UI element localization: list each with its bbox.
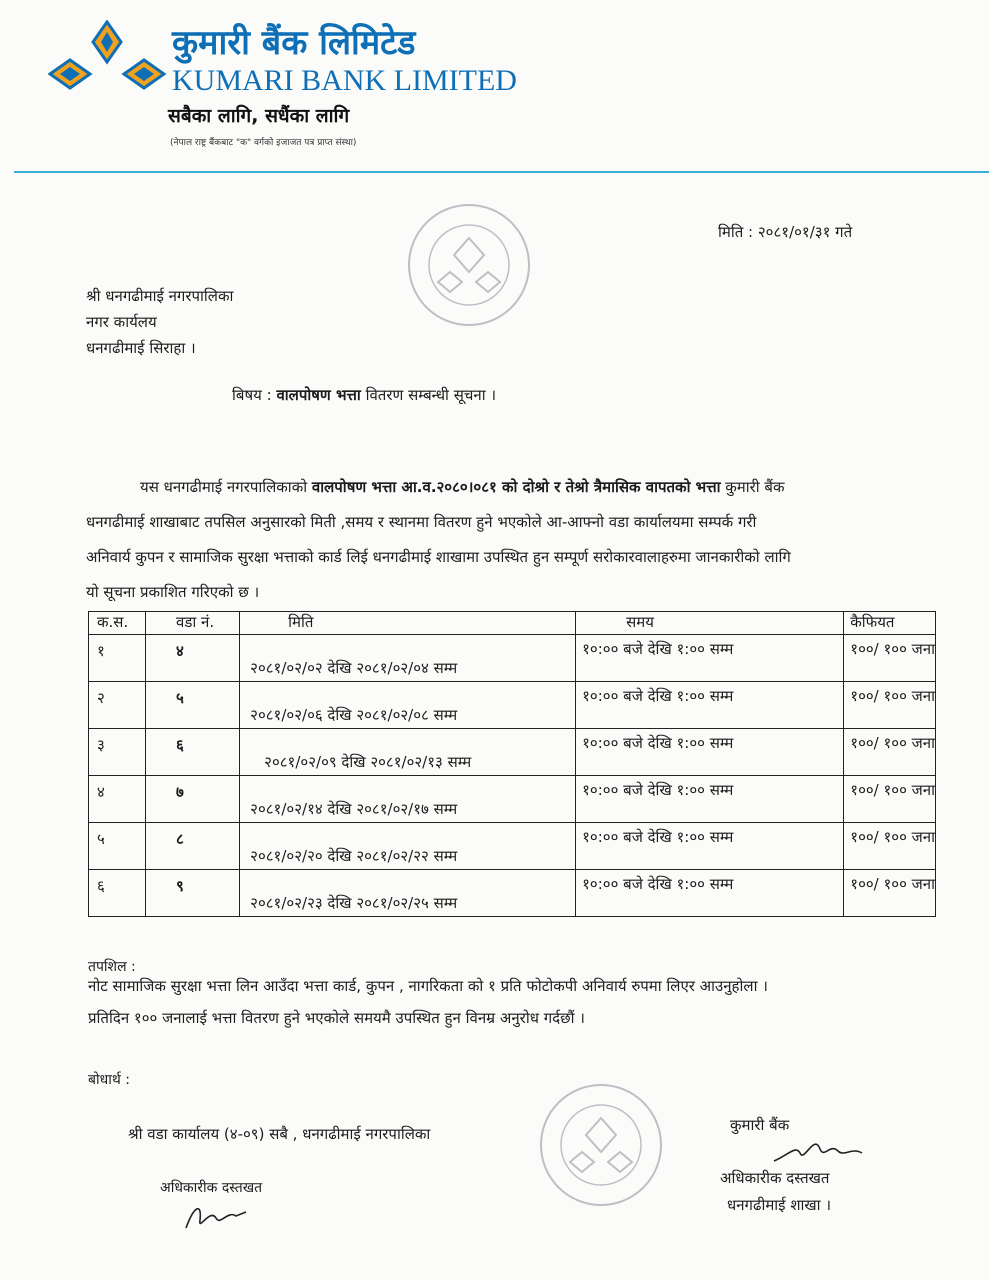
ward-value: ४ xyxy=(175,642,184,660)
right-signature-branch: धनगढीमाई शाखा । xyxy=(727,1196,832,1214)
cell-ward xyxy=(145,870,239,917)
cell-date xyxy=(240,776,576,823)
subject-rest: वितरण सम्बन्धी सूचना । xyxy=(365,386,497,404)
date-value: २०८१/०२/२० देखि २०८१/०२/२२ सम्म xyxy=(250,847,458,865)
note-line-1: नोट सामाजिक सुरक्षा भत्ता लिन आउँदा भत्ता कार्ड, कुपन , नागरिकता को १ प्रति फोटोकपी अनिवार्य रुपमा लिएर आउनुहोला । xyxy=(88,977,768,995)
distribution-schedule-table xyxy=(88,611,936,917)
cell-serial xyxy=(89,870,146,917)
cell-serial xyxy=(89,729,146,776)
cell-time xyxy=(576,635,844,682)
cell-time xyxy=(576,870,844,917)
kumari-bank-logo-icon xyxy=(48,20,166,102)
cell-remarks xyxy=(844,823,936,870)
body-line-1-bold: वालपोषण भत्ता आ.व.२०८०।०८१ को दोश्रो र तेश्रो त्रैमासिक वापतको भत्ता xyxy=(311,478,721,496)
right-signature-label: अधिकारीक दस्तखत xyxy=(720,1169,830,1187)
subject-bold: वालपोषण भत्ता xyxy=(276,386,361,404)
cc-label: बोधार्थ : xyxy=(88,1072,130,1088)
cell-serial xyxy=(89,682,146,729)
header-ward: वडा नं. xyxy=(145,612,239,635)
bank-tagline: सबैका लागि, सधैंका लागि xyxy=(168,105,350,127)
table-row xyxy=(89,823,936,870)
cell-ward xyxy=(145,729,239,776)
cell-serial xyxy=(89,776,146,823)
letter-date: मिति : २०८१/०१/३१ गते xyxy=(718,223,853,241)
cell-ward xyxy=(145,823,239,870)
time-value: १०:०० बजे देखि १:०० सम्म xyxy=(582,781,734,799)
cc-recipient: श्री वडा कार्यालय (४-०९) सबै , धनगढीमाई नगरपालिका xyxy=(128,1125,431,1143)
notice-body xyxy=(86,470,946,610)
note-line-2: प्रतिदिन १०० जनालाई भत्ता वितरण हुने भएकोले समयमै उपस्थित हुन विनम्र अनुरोध गर्दछौं । xyxy=(88,1009,585,1027)
cell-serial xyxy=(89,823,146,870)
subject-line xyxy=(232,385,496,405)
left-signature-label: अधिकारीक दस्तखत xyxy=(160,1180,263,1196)
ward-value: ६ xyxy=(175,736,184,754)
serial-value: २ xyxy=(97,689,105,707)
date-value: २०८१/०२/०६ देखि २०८१/०२/०८ सम्म xyxy=(250,706,458,724)
cell-ward xyxy=(145,776,239,823)
ward-value: ७ xyxy=(175,783,184,801)
date-value: २०८१/०२/२३ देखि २०८१/०२/२५ सम्म xyxy=(250,894,458,912)
cell-date xyxy=(240,729,576,776)
cell-remarks xyxy=(844,776,936,823)
time-value: १०:०० बजे देखि १:०० सम्म xyxy=(582,640,734,658)
cell-remarks xyxy=(844,729,936,776)
header-time: समय xyxy=(576,612,844,635)
body-line-1 xyxy=(86,470,946,505)
header-serial: क.स. xyxy=(89,612,146,635)
remark-value: १००/ १०० जना xyxy=(850,734,935,752)
right-signature-bank: कुमारी बैंक xyxy=(730,1116,790,1134)
serial-value: १ xyxy=(97,642,105,660)
table-row xyxy=(89,870,936,917)
cell-date xyxy=(240,682,576,729)
cell-time xyxy=(576,729,844,776)
body-line-1-end: कुमारी बैंक xyxy=(725,478,785,496)
time-value: १०:०० बजे देखि १:०० सम्म xyxy=(582,687,734,705)
table-row xyxy=(89,776,936,823)
time-value: १०:०० बजे देखि १:०० सम्म xyxy=(582,734,734,752)
serial-value: ६ xyxy=(97,877,105,895)
ward-value: ५ xyxy=(175,689,184,707)
cell-date xyxy=(240,823,576,870)
remark-value: १००/ १०० जना xyxy=(850,781,935,799)
serial-value: ५ xyxy=(97,830,105,848)
subject-label: बिषय : xyxy=(232,386,272,404)
cell-ward xyxy=(145,682,239,729)
cell-remarks xyxy=(844,682,936,729)
cell-time xyxy=(576,823,844,870)
cell-remarks xyxy=(844,870,936,917)
remark-value: १००/ १०० जना xyxy=(850,640,935,658)
table-row xyxy=(89,729,936,776)
body-line-1-start: यस धनगढीमाई नगरपालिकाको xyxy=(140,478,308,496)
serial-value: ३ xyxy=(97,736,105,754)
serial-value: ४ xyxy=(97,783,105,801)
date-value: २०८१/०२/१४ देखि २०८१/०२/१७ सम्म xyxy=(250,800,458,818)
remark-value: १००/ १०० जना xyxy=(850,875,935,893)
header-date: मिति xyxy=(240,612,576,635)
time-value: १०:०० बजे देखि १:०० सम्म xyxy=(582,828,734,846)
ward-value: ८ xyxy=(175,830,184,848)
body-line-4: यो सूचना प्रकाशित गरिएको छ । xyxy=(86,583,260,601)
ward-value: ९ xyxy=(175,877,184,895)
details-label: तपशिल : xyxy=(88,959,136,975)
body-line-3: अनिवार्य कुपन र सामाजिक सुरक्षा भत्ताको कार्ड लिई धनगढीमाई शाखामा उपस्थित हुन सम्पूर्ण सरोकारवालाहरुमा जानकारीको लागि xyxy=(86,548,791,566)
cell-time xyxy=(576,682,844,729)
cell-serial xyxy=(89,635,146,682)
recipient-line-1: श्री धनगढीमाई नगरपालिका xyxy=(86,287,234,305)
table-row xyxy=(89,682,936,729)
date-value: २०८१/०२/०२ देखि २०८१/०२/०४ सम्म xyxy=(250,659,458,677)
cell-remarks xyxy=(844,635,936,682)
bank-stamp-icon xyxy=(404,200,534,330)
bank-name-english: KUMARI BANK LIMITED xyxy=(172,64,517,97)
licence-note: (नेपाल राष्ट्र बैंकबाट "क" वर्गको इजाजत पत्र प्राप्त संस्था) xyxy=(170,138,357,148)
table-header-row xyxy=(89,612,936,635)
time-value: १०:०० बजे देखि १:०० सम्म xyxy=(582,875,734,893)
table-row xyxy=(89,635,936,682)
body-line-2: धनगढीमाई शाखाबाट तपसिल अनुसारको मिती ,समय र स्थानमा वितरण हुने भएकोले आ-आफ्नो वडा कार्यालयमा सम्पर्क गरी xyxy=(86,513,757,531)
header-divider xyxy=(14,171,989,173)
remark-value: १००/ १०० जना xyxy=(850,687,935,705)
recipient-line-3: धनगढीमाई सिराहा । xyxy=(86,339,196,357)
cell-time xyxy=(576,776,844,823)
cell-ward xyxy=(145,635,239,682)
recipient-line-2: नगर कार्यलय xyxy=(86,313,157,331)
date-value: २०८१/०२/०९ देखि २०८१/०२/१३ सम्म xyxy=(264,753,472,771)
header-remarks: कैफियत xyxy=(844,612,936,635)
bank-stamp-icon xyxy=(536,1080,666,1210)
cell-date xyxy=(240,635,576,682)
remark-value: १००/ १०० जना xyxy=(850,828,935,846)
left-signature-icon xyxy=(180,1198,250,1238)
bank-name-nepali: कुमारी बैंक लिमिटेड xyxy=(172,23,416,63)
cell-date xyxy=(240,870,576,917)
